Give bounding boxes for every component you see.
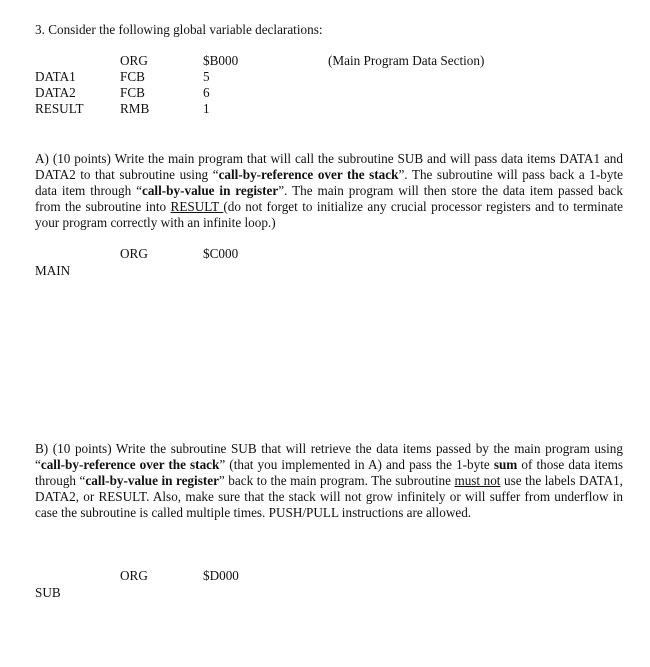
decl-directive-data1: FCB [120,69,145,84]
part-b-bold-sum: sum [493,457,518,473]
part-a-paragraph: A) (10 points) Write the main program that will call the subroutine SUB and will pass data items DATA1 and DATA2 to that subroutine using “call-by-reference over the stack”. The subroutine will pass back a 1-byte data item through “call-by-value in register”. The main program will then store the data item passed back from the subroutine into RESULT (do not forget to initialize any crucial processor registers and to terminate your program correctly with an infinite loop.) [35,151,624,231]
decl-value-result: 1 [203,101,210,116]
decl-comment: (Main Program Data Section) [328,53,485,68]
part-a-main-label: MAIN [35,263,71,278]
part-a-result-underlined: RESULT [170,199,224,215]
part-a-org-address: $C000 [203,246,239,261]
part-b-org-directive: ORG [120,568,148,583]
part-b-bold-1: call-by-reference over the stack [40,457,220,473]
part-a-bold-1: call-by-reference over the stack [218,167,399,183]
question-heading: 3. Consider the following global variable declarations: [35,22,323,37]
decl-directive-result: RMB [120,101,150,116]
decl-org-directive: ORG [120,53,148,68]
part-b-bold-2: call-by-value in register [85,473,219,489]
part-b-sub-label: SUB [35,585,61,600]
decl-label-result: RESULT [35,101,84,116]
part-b-must-not-underlined: must not [454,473,501,489]
part-b-paragraph: B) (10 points) Write the subroutine SUB that will retrieve the data items passed by the main program using “call-by-reference over the stack” (that you implemented in A) and pass the 1-byte sum of those data items through “call-by-value in register” back to the main program. The subroutine must not use the labels DATA1, DATA2, or RESULT. Also, make sure that the stack will not grow infinitely or will suffer from underflow in case the subroutine is called multiple times. PUSH/PULL instructions are allowed. [35,441,623,521]
decl-org-address: $B000 [203,53,239,68]
part-a-bold-2: call-by-value in register [141,183,279,199]
decl-directive-data2: FCB [120,85,145,100]
decl-value-data1: 5 [203,69,210,84]
part-b-org-address: $D000 [203,568,239,583]
decl-label-data2: DATA2 [35,85,76,100]
decl-label-data1: DATA1 [35,69,76,84]
decl-value-data2: 6 [203,85,210,100]
part-a-org-directive: ORG [120,246,148,261]
